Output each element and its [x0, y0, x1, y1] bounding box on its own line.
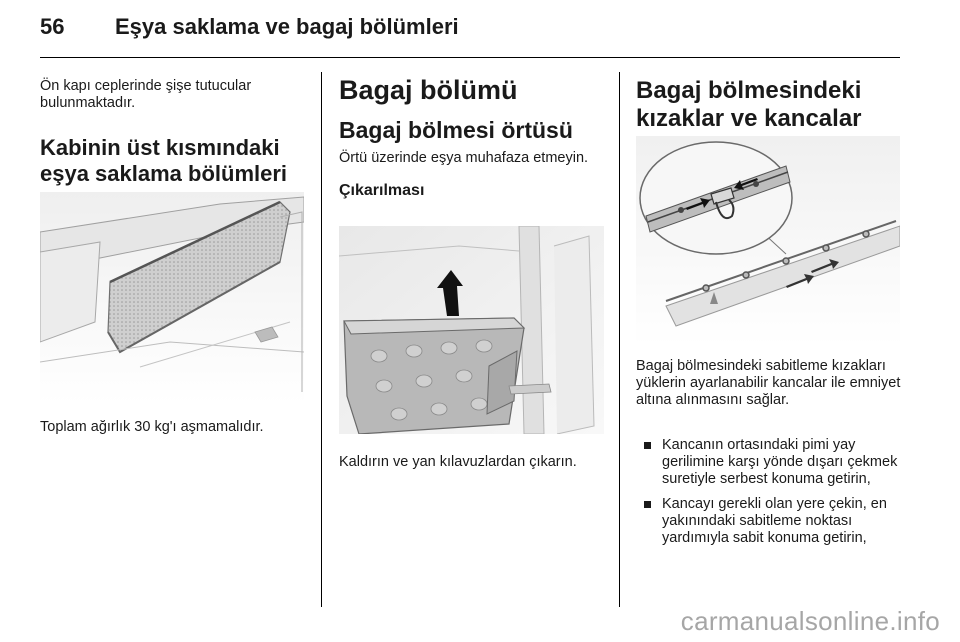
bullet-square-icon [644, 442, 651, 449]
overhead-storage-illustration [40, 192, 304, 404]
rails-hooks-body: Bagaj bölmesindeki sabitleme kızakları yüklerin ayarlanabilir kancalar ile emniyet altına alınmasını sağlar. [636, 358, 901, 408]
column-1 [40, 72, 312, 187]
section-heading-rails-hooks: Bagaj bölmesindeki kızaklar ve kancalar [636, 77, 862, 132]
column-divider-2 [619, 72, 620, 607]
header-rule [40, 57, 900, 58]
column-divider-1 [321, 72, 322, 607]
section-heading-cargo: Bagaj bölümü [339, 75, 518, 105]
page-number: 56 [40, 14, 65, 39]
intro-text: Ön kapı ceplerinde şişe tutucular bulunmaktadır. [40, 78, 252, 111]
column-2 [339, 72, 611, 201]
cargo-cover-intro: Örtü üzerinde eşya muhafaza etmeyin. [339, 150, 589, 166]
bullet-square-icon [644, 501, 651, 508]
rails-hooks-figure [636, 136, 900, 346]
overhead-storage-figure [40, 192, 304, 404]
instruction-list [636, 437, 908, 555]
subheading-cargo-cover: Bagaj bölmesi örtüsü [339, 117, 573, 143]
list-item [636, 437, 908, 488]
column-3 [636, 72, 904, 133]
cargo-cover-figure [339, 226, 604, 434]
weight-limit-note: Toplam ağırlık 30 kg'ı aşmamalıdır. [40, 419, 264, 435]
page-header-title: Eşya saklama ve bagaj bölümleri [115, 14, 459, 39]
subheading-removal: Çıkarılması [339, 182, 425, 199]
cargo-cover-illustration [339, 226, 604, 434]
removal-caption: Kaldırın ve yan kılavuzlardan çıkarın. [339, 454, 577, 470]
section-heading-overhead-storage: Kabinin üst kısmındaki eşya saklama bölümleri [40, 135, 288, 186]
bullet-text: Kancanın ortasındaki pimi yay gerilimine karşı yönde dışarı çekmek suretiyle serbest konuma getirin, [662, 437, 898, 487]
watermark: carmanualsonline.info [680, 606, 940, 636]
bullet-text: Kancayı gerekli olan yere çekin, en yakınındaki sabitleme noktası yardımıyla sabit konuma getirin, [662, 496, 887, 546]
list-item [636, 496, 908, 547]
rails-hooks-illustration [636, 136, 900, 346]
